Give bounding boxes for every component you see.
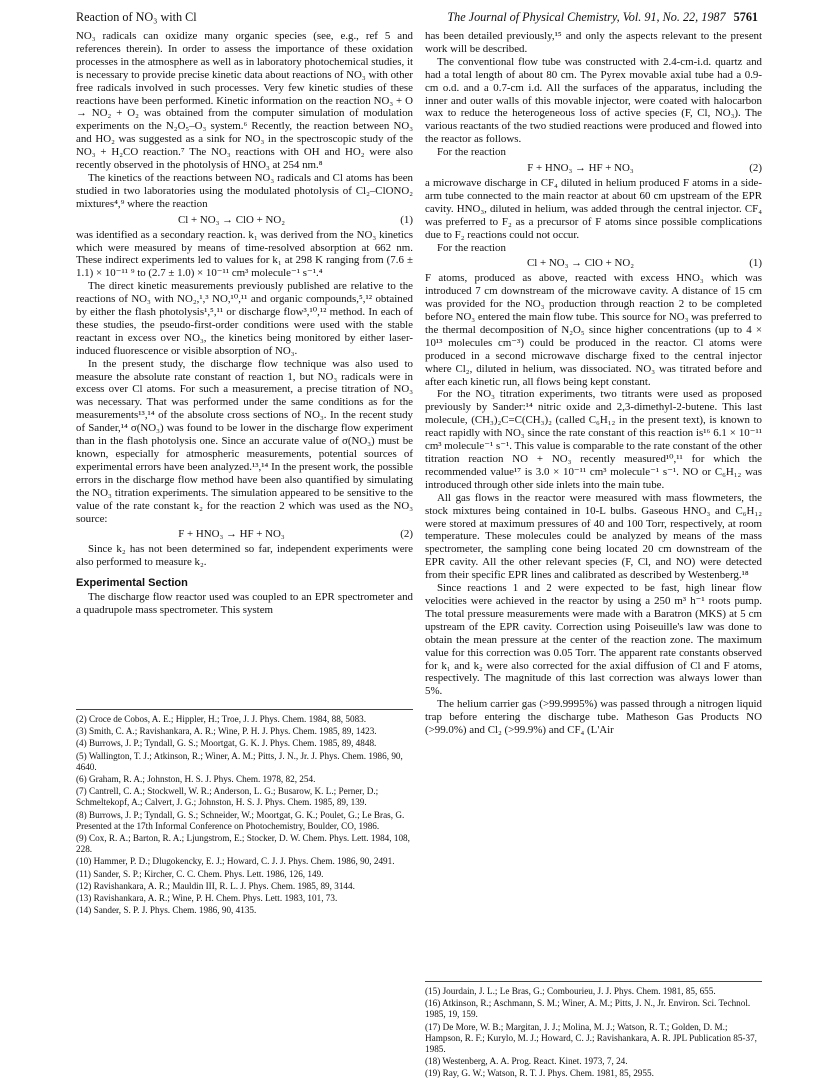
reference: (14) Sander, S. P. J. Phys. Chem. 1986, 90, 4135. <box>76 905 257 916</box>
section-heading: Experimental Section <box>76 577 188 590</box>
paragraph: The direct kinetic measurements previously published are relative to the reactions of NO₃ with NO₂,¹,³ NO,¹⁰,¹¹ and organic compounds,⁵,¹² obtained by either the flash photolysis¹,⁵,¹¹ or discharge flow³,¹⁰,¹² method. In each of these studies, the pseudo-first-order conditions were used with the stable reactant in excess over NO₃, the kinetics being monitored by either laser-induced fluorescence or visible absorption of NO₃. <box>76 280 413 357</box>
paragraph: In the present study, the discharge flow technique was also used to measure the absolute rate constant of reaction 1, but NO₃ radicals were in excess over Cl atoms. For such a measurement, a precise titration of NO₃ was necessary. That was performed under the same conditions as for the measurements¹³,¹⁴ of the absolute cross sections of NO₃. In the recent study of Sander,¹⁴ σ(NO₃) was found to be lower in the discharge flow experiment than in the flash photolysis one. Since an accurate value of σ(NO₃) must be known, especially for atmospheric measurements, potential sources of experimental errors have been analyzed.¹³,¹⁴ In the present work, the possible errors in the discharge flow method have been also quantified by simulating the NO₃ titration experiments. The simulation appeared to be sensitive to the value of the rate constant k₂ for the reaction 2 which was used as the NO₃ source: <box>76 357 413 525</box>
equation-1 <box>76 214 413 227</box>
equation-2 <box>76 528 413 541</box>
reference: (6) Graham, R. A.; Johnston, H. S. J. Phys. Chem. 1978, 82, 254. <box>76 774 316 785</box>
reference: (17) De More, W. B.; Margitan, J. J.; Molina, M. J.; Watson, R. T.; Golden, D. M.; Hampson, R. F.; Kurylo, M. J.; Howard, C. J.; Ravishankara, A. R. JPL Publication 85-37, 1985. <box>425 1021 757 1055</box>
journal-citation-header <box>447 10 758 25</box>
equation-number: (1) <box>749 257 762 270</box>
left-column <box>76 30 413 617</box>
references-right <box>425 981 762 1081</box>
paragraph: All gas flows in the reactor were measured with mass flowmeters, the stock mixtures being contained in 10-L bulbs. Gaseous HNO₃ and C₆H₁₂ were stored at maximum pressures of 40 and 100 Torr, respectively, at room temperature. These molecules could be analyzed by means of the mass spectrometer, the sampling cone being located 20 cm downstream of the EPR cavity. All the other relevant species (F, Cl, and NO) were detected from their specific EPR lines and calibrated as described by Westenberg.¹⁸ <box>425 491 762 582</box>
paragraph: The kinetics of the reactions between NO₃ radicals and Cl atoms has been studied in two laboratories using the modulated photolysis of Cl₂–ClONO₂ mixtures⁴,⁹ where the reaction <box>76 171 413 210</box>
reference: (4) Burrows, J. P.; Tyndall, G. S.; Moortgat, G. K. J. Phys. Chem. 1985, 89, 4848. <box>76 738 377 749</box>
equation-text: Cl + NO₃ → ClO + NO₂ <box>177 213 285 226</box>
reference: (3) Smith, C. A.; Ravishankara, A. R.; Wine, P. H. J. Phys. Chem. 1985, 89, 1423. <box>76 726 377 737</box>
reference: (10) Hammer, P. D.; Dlugokencky, E. J.; Howard, C. J. J. Phys. Chem. 1986, 90, 2491. <box>76 856 395 867</box>
paragraph: For the reaction <box>437 241 506 254</box>
paragraph: was identified as a secondary reaction. k₁ was derived from the NO₃ kinetics which were measured by means of time-resolved absorption at 662 nm. These indirect experiments led to values for k₁ at 298 K ranging from (7.6 ± 1.1) × 10⁻¹¹ ⁹ to (2.7 ± 1.0) × 10⁻¹¹ cm³ molecule⁻¹ s⁻¹.⁴ <box>76 228 413 280</box>
journal-name: The Journal of Physical Chemistry, Vol. 91, No. 22, 1987 <box>447 10 726 24</box>
reference: (13) Ravishankara, A. R.; Wine, P. H. Chem. Phys. Lett. 1983, 101, 73. <box>76 893 338 904</box>
right-column <box>425 30 762 737</box>
references-left <box>76 709 413 917</box>
paragraph: F atoms, produced as above, reacted with excess HNO₃ which was introduced 7 cm downstream of the microwave cavity. A distance of 15 cm was provided for the NO₃ production through reaction 2 to be completed before NO₃ entered the main flow tube. This source for NO₃ was preferred to the thermal decomposition of N₂O₅ since higher concentrations (up to 4 × 10¹³ molecules cm⁻³) could be produced in the reactor. Cl atoms were produced in a second microwave discharge fixed to the central injector where Cl₂, diluted in helium, was dissociated. NO₃ was titrated before and after each kinetic run, all flows being kept constant. <box>425 272 762 388</box>
equation-text: Cl + NO₃ → ClO + NO₂ <box>526 257 634 270</box>
equation-2 <box>425 162 762 175</box>
reference: (15) Jourdain, J. L.; Le Bras, G.; Combourieu, J. J. Phys. Chem. 1981, 85, 655. <box>425 986 716 996</box>
paragraph: Since k₂ has not been determined so far, independent experiments were also performed to measure k₂. <box>76 543 413 569</box>
paragraph: a microwave discharge in CF₄ diluted in helium produced F atoms in a side-arm tube connected to the main reactor at about 60 cm upstream of the EPR cavity. HNO₃, diluted in helium, was added through the central injector. CF₄ was preferred to F₂ as a precursor of F atoms since possible complications due to F₂ reactions could not occur. <box>425 176 762 241</box>
reference: (8) Burrows, J. P.; Tyndall, G. S.; Schneider, W.; Moortgat, G. K.; Poulet, G.; Le Bras, G. Presented at the 17th Informal Conference on Photochemistry, Boulder, CO, 1986. <box>76 809 405 831</box>
reference: (19) Ray, G. W.; Watson, R. T. J. Phys. Chem. 1981, 85, 2955. <box>425 1068 654 1079</box>
reference: (9) Cox, R. A.; Barton, R. A.; Ljungstrom, E.; Stocker, D. W. Chem. Phys. Lett. 1984, 108, 228. <box>76 833 410 855</box>
equation-number: (2) <box>749 162 762 175</box>
paragraph: has been detailed previously,¹⁵ and only the aspects relevant to the present work will be described. <box>425 30 762 55</box>
equation-text: F + HNO₃ → HF + NO₃ <box>178 528 285 541</box>
paragraph: Since reactions 1 and 2 were expected to be fast, high linear flow velocities were achieved in the reactor by using a 250 m³ h⁻¹ roots pump. The total pressure measurements were made with a Baratron (MKS) at 5 cm upstream of the EPR cavity. Correction using Poiseuille's law was done to obtain the mean pressure at the center of the reaction zone. The maximum value for this correction was 0.05 Torr. The apparent rate constants observed for k₁ and k₂ were also corrected for the axial diffusion of Cl and F atoms, respectively. The magnitude of this last correction was always lower than 5%. <box>425 582 762 698</box>
reference: (16) Atkinson, R.; Aschmann, S. M.; Winer, A. M.; Pitts, J. N., Jr. Environ. Sci. Technol. 1985, 19, 159. <box>425 998 751 1020</box>
reference: (5) Wallington, T. J.; Atkinson, R.; Winer, A. M.; Pitts, J. N., Jr. J. Phys. Chem. 1986, 90, 4640. <box>76 750 403 772</box>
running-title: Reaction of NO₃ with Cl <box>76 10 197 24</box>
equation-text: F + HNO₃ → HF + NO₃ <box>527 162 634 175</box>
paragraph: For the NO₃ titration experiments, two titrants were used as proposed previously by Sander:¹⁴ nitric oxide and 2,3-dimethyl-2-butene. This last molecule, (CH₃)₂C=C(CH₃)₂ (called C₆H₁₂ in the present text), is known to react rapidly with NO₃ since the rate constant of this reaction is¹⁶ 6.1 × 10⁻¹¹ cm³ molecule⁻¹ s⁻¹. This value is comparable to the rate constant of the other titration reaction NO + NO₃ recently measured¹⁰,¹¹ for which the recommended value¹⁷ is 3.0 × 10⁻¹¹ cm³ molecule⁻¹ s⁻¹. NO or C₆H₁₂ was introduced through other side inlets into the main tube. <box>425 388 762 491</box>
paragraph: For the reaction <box>437 146 506 159</box>
reference: (12) Ravishankara, A. R.; Mauldin III, R. L. J. Phys. Chem. 1985, 89, 3144. <box>76 880 355 891</box>
reference: (7) Cantrell, C. A.; Stockwell, W. R.; Anderson, L. G.; Busarow, K. L.; Perner, D.; Schmeltekopf, A.; Calvert, J. G.; Johnston, H. S. J. Phys. Chem. 1985, 89, 139. <box>76 786 379 808</box>
paragraph: NO₃ radicals can oxidize many organic species (see, e.g., ref 5 and references therein). In order to assess the importance of these oxidation processes in the atmosphere as well as in laboratory photochemical studies, it is necessary to provide precise kinetic data about reactions of NO₃ with other free radicals involved in such processes. Very few kinetic studies of these reactions have been performed. Kinetic information on the reaction NO₃ + O → NO₂ + O₂ was obtained from the computer simulation of modulation experiments on the N₂O₅–O₃ system.⁶ Recently, the reaction between NO₃ and HO₂ was suggested as a sink for NO₃ in the spectroscopic study of the NO₃ + H₂CO reaction.⁷ The NO₃ reactions with OH and HO₂ were also recently observed in the photolysis of HNO₃ at 254 nm.⁸ <box>76 30 413 172</box>
equation-1 <box>425 257 762 270</box>
reference: (11) Sander, S. P.; Kircher, C. C. Chem. Phys. Lett. 1986, 126, 149. <box>76 868 324 879</box>
equation-number: (2) <box>400 528 413 541</box>
reference: (2) Croce de Cobos, A. E.; Hippler, H.; Troe, J. J. Phys. Chem. 1984, 88, 5083. <box>76 714 367 724</box>
paragraph: The helium carrier gas (>99.9995%) was passed through a nitrogen liquid trap before entering the discharge tube. Matheson Gas Products NO (>99.0%) and Cl₂ (>99.9%) and CF₄ (L'Air <box>425 698 762 737</box>
reference: (18) Westenberg, A. A. Prog. React. Kinet. 1973, 7, 24. <box>425 1056 628 1067</box>
paragraph: The conventional flow tube was constructed with 2.4-cm-i.d. quartz and had a total length of about 80 cm. The Pyrex movable axial tube had a 0.9-cm o.d. and a 0.7-cm i.d. All the surfaces of the apparatus, including the inner and outer walls of this movable injector, were coated with halocarbon wax to reduce the heterogeneous loss of active species (F, Cl, NO₃). The various reactants of the two studied reactions were produced and flowed into the reactor as follows. <box>425 55 762 146</box>
page-number: 5761 <box>733 10 758 24</box>
paragraph: The discharge flow reactor used was coupled to an EPR spectrometer and a quadrupole mass spectrometer. This system <box>76 591 413 616</box>
equation-number: (1) <box>400 213 413 226</box>
